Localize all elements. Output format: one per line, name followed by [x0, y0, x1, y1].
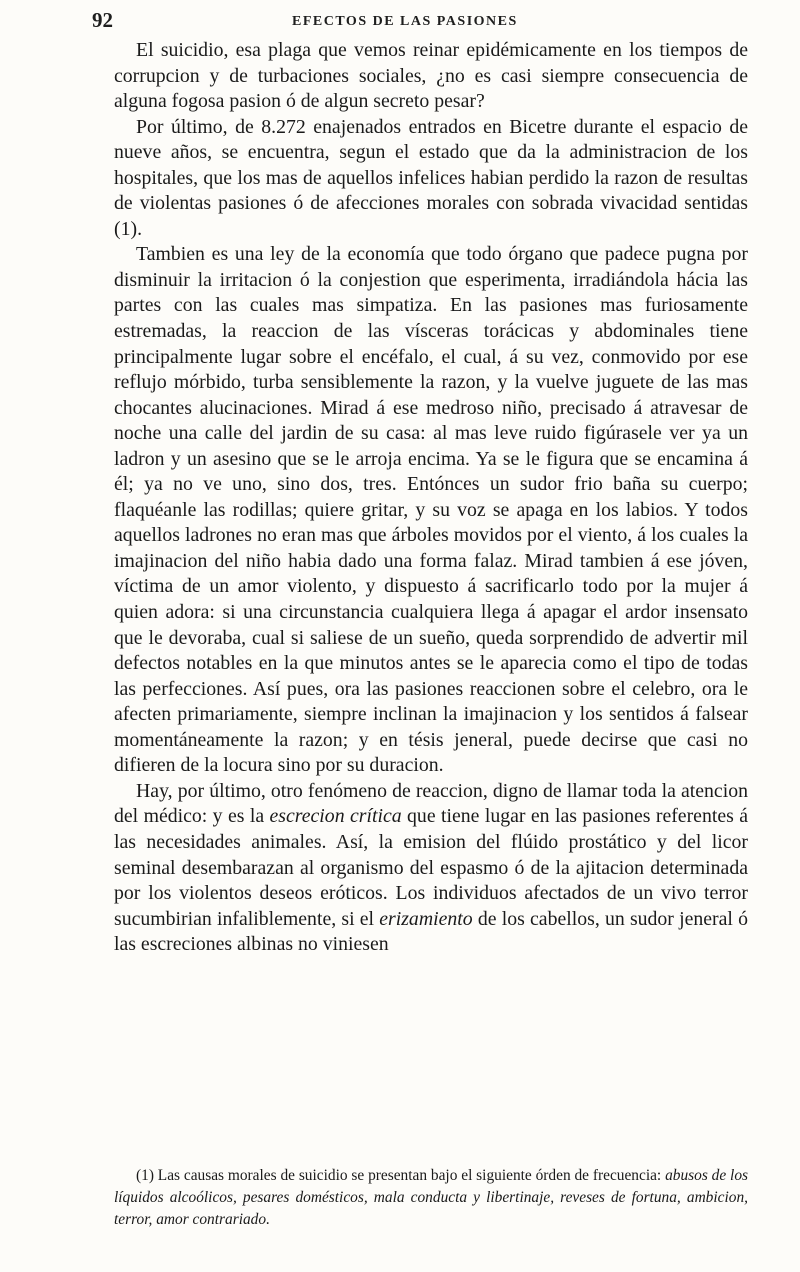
text-run: Hay, por último, otro fenómeno de reaccion, digno de llamar toda la atencion del médico: y es la [114, 779, 748, 828]
paragraph [114, 779, 748, 958]
paragraph [114, 115, 748, 243]
footnote-italic: abusos de los líquidos alcoólicos, pesares domésticos, mala conducta y libertinaje, reveses de fortuna, ambicion, terror, amor contrariado. [114, 1167, 749, 1228]
paragraph [114, 242, 748, 778]
page-header [92, 8, 732, 42]
text-run: El suicidio, esa plaga que vemos reinar epidémicamente en los tiempos de corrupcion y de turbaciones sociales, ¿no es casi siempre consecuencia de alguna fogosa pasion ó de algun secreto pesar? [114, 39, 748, 113]
text-run: de los cabellos, un sudor jeneral ó las escreciones albinas no viniesen [114, 907, 748, 956]
page-number: 92 [92, 8, 113, 32]
footnote-run: (1) Las causas morales de suicidio se presentan bajo el siguiente órden de frecuencia: [136, 1167, 666, 1184]
paragraph [114, 38, 748, 115]
text-run: que tiene lugar en las pasiones referentes á las necesidades animales. Así, la emision del flúido prostático y del licor seminal desembarazan al organismo del espasmo ó de la ajitacion determinada por los violentos deseos eróticos. Los individuos afectados de un vivo terror sucumbirian infaliblemente, si el [114, 805, 748, 930]
running-head: EFECTOS DE LAS PASIONES [292, 14, 518, 29]
text-run: Tambien es una ley de la economía que todo órgano que padece pugna por disminuir la irritacion ó la conjestion que esperimenta, irradiándola hácia las partes con las cuales mas simpatiza. En las pasiones mas furiosamente estremadas, la reaccion de las vísceras torácicas y abdominales tiene principalmente lugar sobre el encéfalo, el cual, á su vez, conmovido por ese reflujo mórbido, turba sensiblemente la razon, y la vuelve juguete de las mas chocantes alucinaciones. Mirad á ese medroso niño, precisado á atravesar de noche una calle del jardin de su casa: al mas leve ruido figúrasele ver ya un ladron y un asesino que se le arroja encima. Ya se le figura que se encamina á él; ya no ve uno, sino dos, tres. Entónces un sudor frio baña su cuerpo; flaquéanle las rodillas; quiere gritar, y su voz se apaga en los labios. Y todos aquellos ladrones no eran mas que árboles movidos por el viento, á los cuales la imajinacion del niño habia dado una forma falaz. Mirad tambien á ese jóven, víctima de un amor violento, y dispuesto á sacrificarlo todo por la mujer á quien adora: si una circunstancia cualquiera llega á apagar el ardor insensato que le devoraba, cual si saliese de un sueño, queda sorprendido de advertir mil defectos notables en la que minutos antes se le aparecia como el tipo de todas las perfecciones. Así pues, ora las pasiones reaccionen sobre el celebro, ora le afecten primariamente, siempre inclinan la imajinacion y los sentidos á falsear momentáneamente la razon; y en tésis jeneral, puede decirse que casi no difieren de la locura sino por su duracion. [114, 243, 748, 777]
footnote-text [114, 1165, 748, 1231]
footnote [114, 1165, 748, 1231]
text-run: Por último, de 8.272 enajenados entrados en Bicetre durante el espacio de nueve años, se encuentra, segun el estado que da la administracion de los hospitales, que los mas de aquellos infelices habian perdido la razon de resultas de violentas pasiones ó de afecciones morales con sobrada vivacidad sentidas (1). [114, 115, 748, 240]
body-text [114, 38, 748, 958]
italic-phrase: escrecion crítica [269, 805, 402, 828]
italic-phrase: erizamiento [379, 907, 473, 930]
